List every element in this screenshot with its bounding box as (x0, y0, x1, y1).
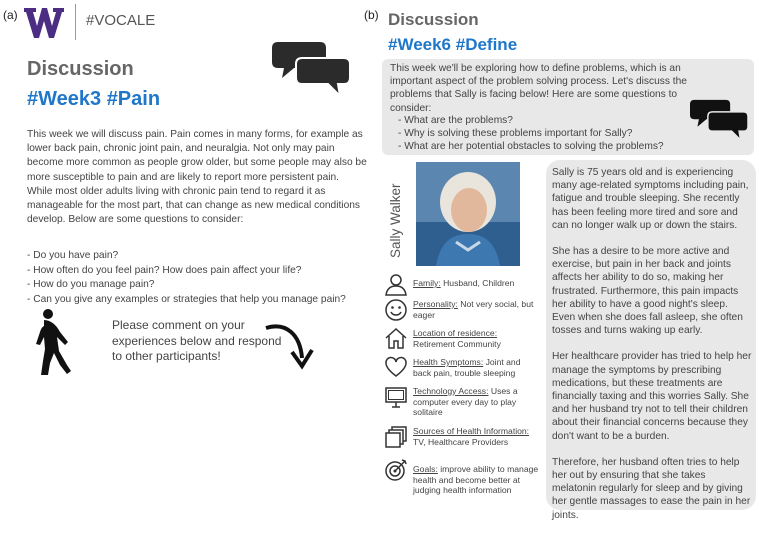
chat-bubbles-icon (272, 40, 350, 98)
story-paragraph: Therefore, her husband often tries to help her out by ensuring that she takes melatonin regularly for sleep and by giving her gentle massages to ease the pain in her joints. (552, 456, 751, 521)
week-tags-b: #Week6 #Define (388, 35, 518, 54)
profile-location: Location of residence: Retirement Community (413, 328, 501, 349)
intro-text: This week we'll be exploring how to define problems, which is an important aspect of the problem solving process. Let's discuss the problems that Sally is facing below! Here are some questions to consider: (390, 63, 687, 114)
question-item: - What are her potential obstacles to solving the problems? (398, 141, 664, 153)
profile-personality: Personality: Not very social, but eager (413, 299, 534, 320)
profile-goals: Goals: improve ability to manage health and become better at judging health information (413, 464, 539, 496)
discussion-heading-b: Discussion (388, 10, 479, 29)
profile-health: Health Symptoms: Joint and back pain, trouble sleeping (413, 357, 521, 378)
chat-bubbles-icon (690, 98, 748, 142)
question-item: - What are the problems? (398, 115, 513, 126)
pain-questions (27, 249, 372, 307)
question-item: - How often do you feel pain? How does pain affect your life? (27, 264, 302, 276)
person-in-pain-icon (34, 308, 82, 378)
persona-name (380, 180, 420, 258)
documents-icon (384, 425, 408, 449)
persona-name-text: Sally Walker (388, 183, 403, 258)
family-icon (384, 272, 408, 296)
brand-title: #VOCALE (86, 12, 156, 29)
panel-b-label: (b) (364, 8, 379, 22)
week-tags-a: #Week3 #Pain (27, 88, 161, 110)
persona-story (552, 166, 752, 535)
profile-sources: Sources of Health Information: TV, Healthcare Providers (413, 426, 530, 447)
story-paragraph: She has a desire to be more active and exercise, but pain in her back and joints affects her ability to do so, making her frustrated. Furthermore, this pain impacts her ability to have a good night's sleep. Even when she does fall asleep, she often tosses and turns waking up early. (552, 246, 743, 337)
curved-arrow-down-icon (260, 318, 316, 374)
discussion-heading-a: Discussion (27, 58, 134, 80)
define-questions (398, 114, 664, 154)
profile-family: Family: Husband, Children (413, 278, 515, 288)
question-item: - Why is solving these problems important for Sally? (398, 128, 633, 140)
story-paragraph: Sally is 75 years old and is experiencing many age-related symptoms including pain, fatigue and trouble sleeping. She recently has been feeling more tired and sore and can no longer walk up or down the stairs. (552, 167, 749, 231)
computer-icon (384, 385, 408, 409)
question-item: - Can you give any examples or strategies that help you manage pain? (27, 293, 346, 305)
question-item: - Do you have pain? (27, 250, 119, 261)
comment-prompt: Please comment on your experiences below and respond to other participants! (112, 318, 282, 363)
heart-icon (384, 355, 408, 379)
panel-a-label: (a) (3, 8, 18, 22)
story-paragraph: Her healthcare provider has tried to help her manage the symptoms by prescribing medications, but these treatments are financially taxing and this worries Sally. She and her husband try not to tell their children about their financial concerns because they don't want to be a burden. (552, 351, 752, 442)
persona-portrait-icon (416, 162, 520, 266)
target-icon (384, 458, 408, 482)
uw-logo-icon (24, 6, 64, 38)
header-divider (75, 4, 76, 40)
house-icon (384, 326, 408, 350)
question-item: - How do you manage pain? (27, 279, 155, 291)
persona-photo (416, 162, 520, 266)
profile-technology: Technology Access: Uses a computer every day to play solitaire (413, 386, 518, 418)
smiley-icon (384, 298, 408, 322)
pain-description: This week we will discuss pain. Pain comes in many forms, for example as lower back pain, chronic joint pain, and neuralgia. Not only may pain become more common as people grow older, but some people may also be more susceptible to pain and are likely to report more persistent pain. While most older adults living with chronic pain tend to regard it as manageable for the most part, that can change as new medical conditions develop. Below are some questions to consider: (27, 129, 367, 226)
